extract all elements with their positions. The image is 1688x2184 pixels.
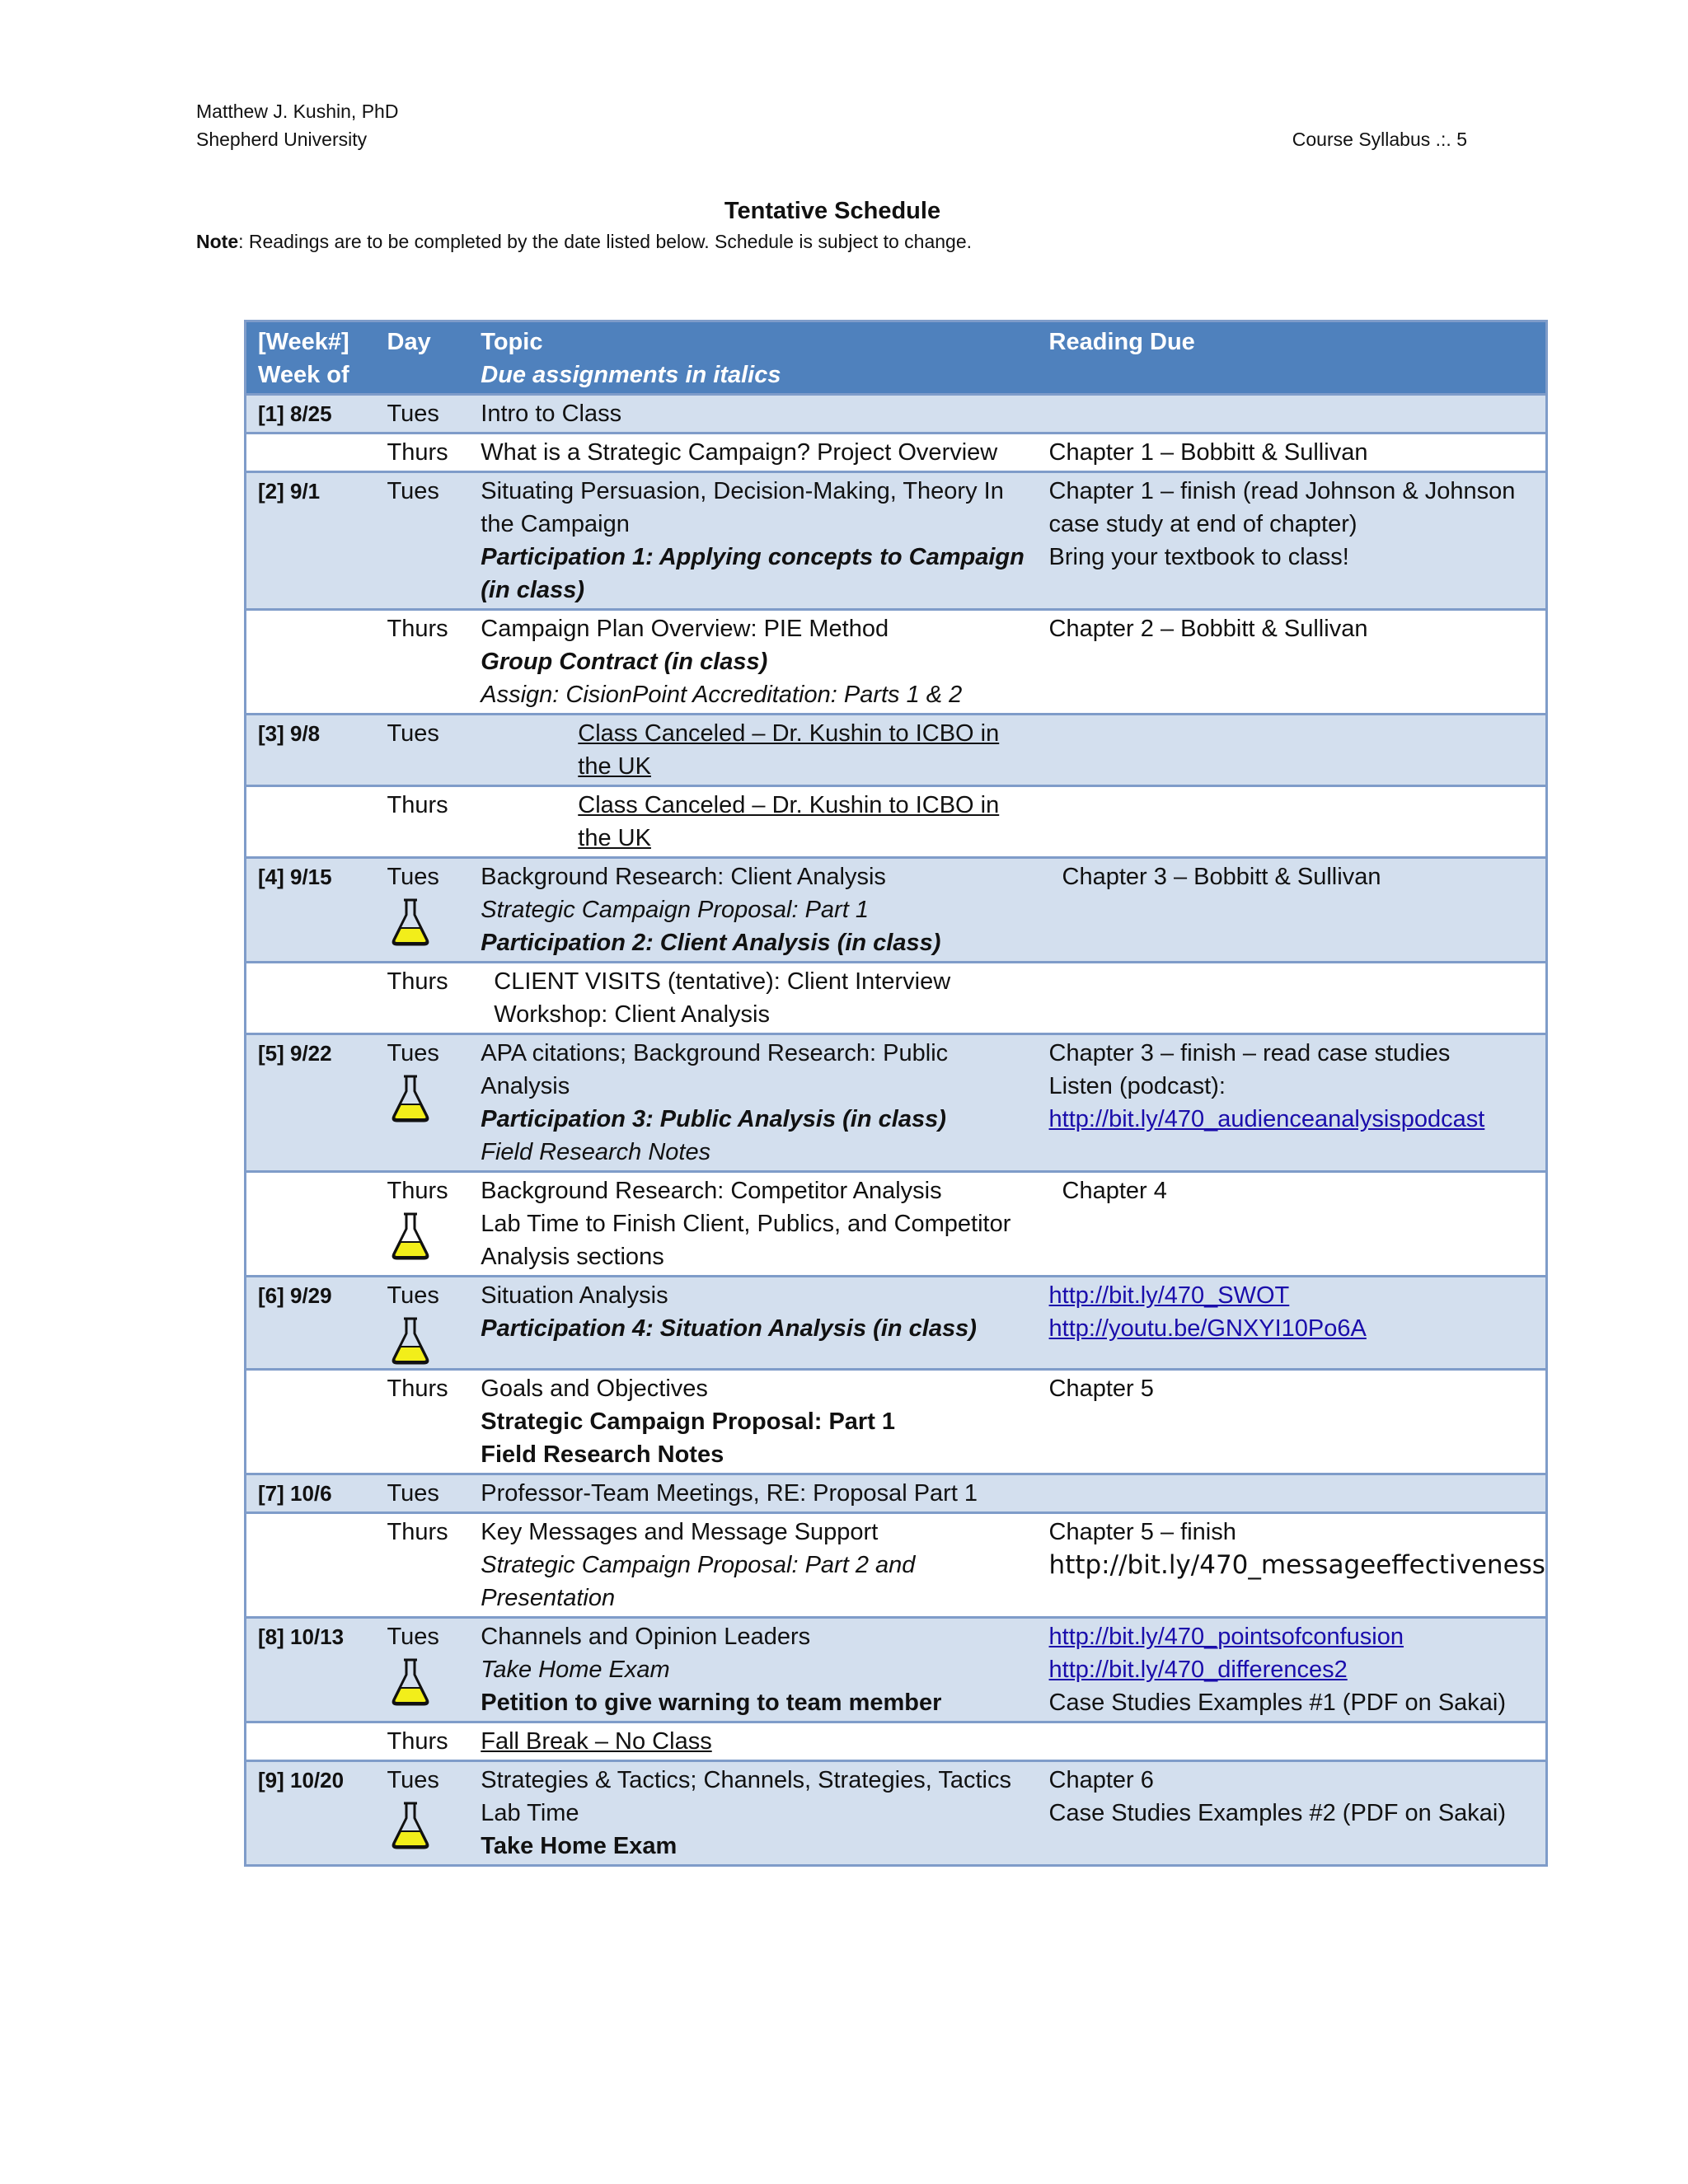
week-cell [246,786,376,858]
day-label: Tues [387,1282,439,1309]
week-cell: [3] 9/8 [246,715,376,786]
topic-cell [469,395,1037,434]
topic-line: Petition to give warning to team member [481,1690,942,1716]
day-cell [376,786,470,858]
day-label: Tues [387,1767,439,1793]
reading-line: Chapter 3 – finish – read case studies [1048,1040,1451,1066]
topic-line: Background Research: Competitor Analysis [481,1178,942,1204]
topic-cell [469,1618,1037,1722]
reading-link[interactable]: http://youtu.be/GNXYI10Po6A [1048,1315,1367,1342]
day-label: Thurs [387,439,448,466]
reading-line: Chapter 1 – finish (read Johnson & Johnson case study at end of chapter) [1048,478,1516,537]
topic-line: Take Home Exam [481,1833,678,1859]
topic-line [481,789,1037,855]
topic-line: Channels and Opinion Leaders [481,1624,811,1650]
day-label: Thurs [387,792,448,818]
topic-line: What is a Strategic Campaign? Project Overview [481,439,998,466]
week-cell [246,1370,376,1474]
day-cell [376,472,470,610]
topic-cell [469,1034,1037,1172]
topic-line: Field Research Notes [481,1441,724,1468]
topic-cell [469,715,1037,786]
reading-cell [1038,786,1547,858]
topic-line: Key Messages and Message Support [481,1519,879,1545]
page-title: Tentative Schedule [724,198,941,224]
day-label: Tues [387,1040,439,1066]
schedule-table [244,320,1548,1867]
day-cell [376,1513,470,1618]
topic-line: Situation Analysis [481,1282,668,1309]
topic-cell [469,1513,1037,1618]
topic-line: Participation 4: Situation Analysis (in class) [481,1315,977,1342]
week-cell: [6] 9/29 [246,1277,376,1370]
table-row [246,1722,1547,1761]
table-row [246,1513,1547,1618]
topic-cell [469,786,1037,858]
schedule-body [246,395,1547,1866]
day-label: Thurs [387,616,448,642]
week-cell [246,1172,376,1277]
topic-cell [469,1761,1037,1866]
table-row [246,1474,1547,1513]
day-cell [376,395,470,434]
reading-cell [1038,715,1547,786]
week-cell: [7] 10/6 [246,1474,376,1513]
day-cell [376,858,470,963]
table-row [246,1370,1547,1474]
topic-line: Professor-Team Meetings, RE: Proposal Part 1 [481,1480,978,1507]
topic-cell [469,1172,1037,1277]
note-label: Note [196,231,239,252]
reading-cell [1038,1172,1547,1277]
day-cell [376,963,470,1034]
flask-icon [387,1800,434,1851]
reading-line: Chapter 4 [1062,1178,1167,1204]
table-row [246,963,1547,1034]
topic-line [481,717,1037,783]
week-cell [246,963,376,1034]
table-row [246,1034,1547,1172]
week-cell [246,434,376,472]
day-cell [376,1618,470,1722]
header-topic-label: Topic [481,329,543,355]
topic-line: Lab Time to Finish Client, Publics, and Competitor Analysis sections [481,1211,1011,1270]
reading-line: Chapter 3 – Bobbitt & Sullivan [1062,864,1381,890]
topic-cell [469,1277,1037,1370]
reading-link[interactable]: http://bit.ly/470_SWOT [1048,1282,1290,1309]
topic-line: Assign: CisionPoint Accreditation: Parts 1 & 2 [481,682,963,708]
table-row [246,395,1547,434]
reading-cell [1038,1513,1547,1618]
day-cell [376,1277,470,1370]
week-cell: [1] 8/25 [246,395,376,434]
topic-line: Participation 1: Applying concepts to Campaign (in class) [481,544,1025,603]
topic-line-text: Class Canceled – Dr. Kushin to ICBO in the UK [578,720,1000,780]
topic-cell [469,1722,1037,1761]
reading-line: Chapter 5 [1048,1376,1154,1402]
day-label: Thurs [387,1519,448,1545]
header-week-line2: Week of [258,362,349,388]
table-row [246,1277,1547,1370]
flask-icon [387,1657,434,1708]
week-cell: [4] 9/15 [246,858,376,963]
day-cell [376,715,470,786]
topic-line: Strategic Campaign Proposal: Part 1 [481,1408,896,1435]
reading-cell [1038,434,1547,472]
day-label: Tues [387,864,439,890]
topic-cell [469,434,1037,472]
reading-line: Case Studies Examples #2 (PDF on Sakai) [1048,1800,1507,1826]
topic-line: Take Home Exam [481,1657,670,1683]
header-reading: Reading Due [1048,329,1195,355]
topic-line: Goals and Objectives [481,1376,708,1402]
reading-cell [1038,1034,1547,1172]
week-cell: [9] 10/20 [246,1761,376,1866]
topic-line: Group Contract (in class) [481,649,768,675]
day-cell [376,1172,470,1277]
day-label: Tues [387,1480,439,1507]
week-cell: [5] 9/22 [246,1034,376,1172]
table-header-row [246,321,1547,395]
reading-cell [1038,858,1547,963]
day-cell [376,610,470,715]
table-row [246,610,1547,715]
topic-line: Background Research: Client Analysis [481,864,886,890]
reading-cell [1038,1761,1547,1866]
reading-cell [1038,1277,1547,1370]
reading-line: Case Studies Examples #1 (PDF on Sakai) [1048,1690,1507,1716]
topic-line: Participation 2: Client Analysis (in class) [481,930,941,956]
topic-line: Field Research Notes [481,1139,711,1165]
week-cell: [2] 9/1 [246,472,376,610]
day-label: Tues [387,720,439,747]
table-row [246,472,1547,610]
day-cell [376,1722,470,1761]
topic-line-text: Class Canceled – Dr. Kushin to ICBO in the UK [578,792,1000,851]
day-label: Thurs [387,1376,448,1402]
institution-name: Shepherd University [196,129,368,150]
day-cell [376,1370,470,1474]
reading-link[interactable]: http://bit.ly/470_pointsofconfusion [1048,1624,1404,1650]
reading-line: Bring your textbook to class! [1048,544,1349,570]
table-row [246,786,1547,858]
flask-icon [387,1211,434,1262]
day-label: Thurs [387,968,448,995]
topic-line: Intro to Class [481,401,622,427]
topic-line: Strategic Campaign Proposal: Part 1 [481,897,869,923]
reading-line: Chapter 1 – Bobbitt & Sullivan [1048,439,1368,466]
table-row [246,1618,1547,1722]
reading-line: http://bit.ly/470_messageeffectiveness [1048,1550,1545,1580]
day-label: Tues [387,478,439,504]
topic-line: Campaign Plan Overview: PIE Method [481,616,889,642]
topic-line: APA citations; Background Research: Public Analysis [481,1040,949,1099]
topic-cell [469,963,1037,1034]
day-label: Thurs [387,1728,448,1755]
topic-cell [469,858,1037,963]
day-label: Tues [387,1624,439,1650]
note-text: : Readings are to be completed by the date listed below. Schedule is subject to change. [238,231,973,252]
reading-cell [1038,610,1547,715]
reading-line: Chapter 2 – Bobbitt & Sullivan [1048,616,1368,642]
table-row [246,434,1547,472]
day-cell [376,1474,470,1513]
reading-cell [1038,1618,1547,1722]
schedule-note [196,231,972,253]
topic-line: CLIENT VISITS (tentative): Client Interview Workshop: Client Analysis [494,968,951,1028]
reading-line: Chapter 5 – finish [1048,1519,1236,1545]
header-week [246,321,376,395]
topic-cell [469,610,1037,715]
header-week-line1: [Week#] [258,329,349,355]
topic-line: Strategies & Tactics; Channels, Strategies, Tactics Lab Time [481,1767,1011,1826]
reading-line: Chapter 6 [1048,1767,1154,1793]
reading-link[interactable]: http://bit.ly/470_differences2 [1048,1657,1348,1683]
day-cell [376,1034,470,1172]
week-cell [246,1722,376,1761]
reading-cell [1038,963,1547,1034]
author-name: Matthew J. Kushin, PhD [196,101,399,122]
topic-line: Participation 3: Public Analysis (in class) [481,1106,946,1132]
reading-cell [1038,1474,1547,1513]
table-row [246,715,1547,786]
table-row [246,1761,1547,1866]
reading-cell [1038,1370,1547,1474]
topic-line: Strategic Campaign Proposal: Part 2 and Presentation [481,1552,916,1611]
day-cell [376,1761,470,1866]
flask-icon [387,1073,434,1124]
week-cell: [8] 10/13 [246,1618,376,1722]
topic-cell [469,472,1037,610]
flask-icon [387,897,434,948]
table-row [246,858,1547,963]
page-label: Course Syllabus .:. 5 [1292,129,1467,150]
topic-line: Fall Break – No Class [481,1728,712,1755]
topic-cell [469,1370,1037,1474]
header-day: Day [387,329,431,355]
flask-icon [387,1315,434,1366]
reading-cell [1038,472,1547,610]
table-row [246,1172,1547,1277]
reading-link[interactable]: http://bit.ly/470_audienceanalysispodcast [1048,1106,1485,1132]
day-cell [376,434,470,472]
week-cell [246,610,376,715]
week-cell [246,1513,376,1618]
topic-line: Situating Persuasion, Decision-Making, Theory In the Campaign [481,478,1004,537]
header-topic [469,321,1037,395]
reading-cell [1038,1722,1547,1761]
day-label: Thurs [387,1178,448,1204]
reading-cell [1038,395,1547,434]
topic-cell [469,1474,1037,1513]
reading-line: Listen (podcast): [1048,1073,1226,1099]
day-label: Tues [387,401,439,427]
header-topic-sub: Due assignments in italics [481,362,781,388]
